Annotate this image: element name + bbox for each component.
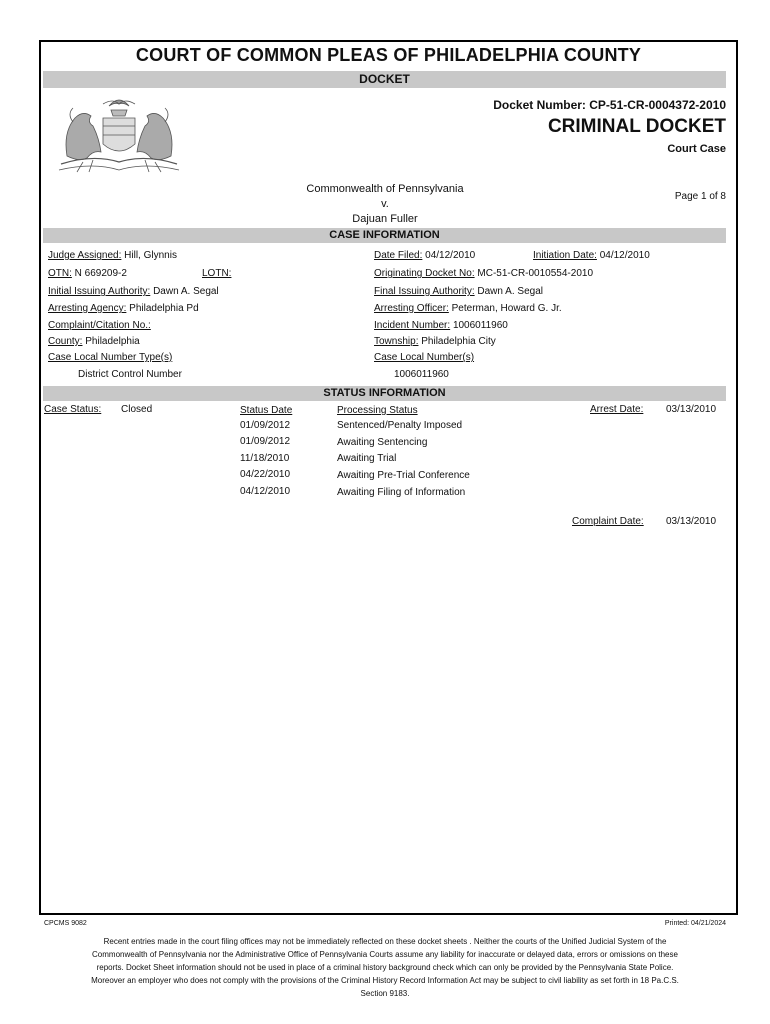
case-status-value: Closed	[121, 404, 153, 415]
status-row-status: Sentenced/Penalty Imposed	[337, 420, 463, 431]
arresting-officer: Arresting Officer: Peterman, Howard G. Jr.	[374, 303, 562, 314]
case-local-number-type: Case Local Number Type(s)	[48, 352, 173, 363]
case-local-numbers: Case Local Number(s)	[374, 352, 475, 363]
arrest-date-label: Arrest Date:	[590, 404, 644, 415]
initial-issuing-authority: Initial Issuing Authority: Dawn A. Segal	[48, 286, 219, 297]
incident-number: Incident Number: 1006011960	[374, 320, 508, 331]
page-indicator: Page 1 of 8	[674, 191, 726, 202]
otn: OTN: N 669209-2	[48, 268, 127, 279]
status-date-header: Status Date	[240, 405, 293, 416]
originating-docket: Originating Docket No: MC-51-CR-0010554-2010	[374, 268, 594, 279]
court-title: COURT OF COMMON PLEAS OF PHILADELPHIA COUNTY	[135, 45, 642, 65]
case-information-heading: CASE INFORMATION	[43, 228, 726, 243]
docket-type: CRIMINAL DOCKET	[547, 116, 726, 137]
case-local-number-type-value: District Control Number	[78, 369, 182, 380]
complaint-date-value: 03/13/2010	[666, 516, 717, 527]
printed-date: Printed: 04/21/2024	[664, 920, 726, 927]
status-row-status: Awaiting Pre-Trial Conference	[337, 470, 470, 481]
status-row-status: Awaiting Sentencing	[337, 437, 428, 448]
versus: v.	[381, 198, 389, 210]
status-row-date: 01/09/2012	[240, 436, 291, 447]
docket-number: Docket Number: CP-51-CR-0004372-2010	[493, 98, 726, 112]
final-issuing-authority: Final Issuing Authority: Dawn A. Segal	[374, 286, 543, 297]
township: Township: Philadelphia City	[374, 336, 496, 347]
judge-assigned: Judge Assigned: Hill, Glynnis	[48, 250, 177, 261]
status-row-status: Awaiting Trial	[337, 453, 397, 464]
case-status: Case Status:	[44, 404, 102, 415]
arrest-date-value: 03/13/2010	[666, 404, 717, 415]
complaint-date-label: Complaint Date:	[572, 516, 644, 527]
arresting-agency: Arresting Agency: Philadelphia Pd	[48, 303, 199, 314]
court-case-label: Court Case	[667, 143, 726, 155]
lotn: LOTN:	[202, 268, 232, 279]
status-row-date: 04/22/2010	[240, 469, 291, 480]
disclaimer-text: Recent entries made in the court filing offices may not be immediately reflected on these docket sheets . Neither the courts of the Unified Judicial System of the Commonwealth of Pennsylvania nor the Administrative Office of Pennsylvania Courts assume any liability for inaccurate or delayed data, errors or omissions on these reports. Docket Sheet information should not be used in place of a criminal history background check which can only be provided by the Pennsylvania State Police. Moreover an employer who does not comply with the provisions of the Criminal History Record Information Act may be subject to civil liability as set forth in 18 Pa.C.S. Section 9183.	[91, 937, 679, 998]
case-local-number-value: 1006011960	[394, 369, 449, 380]
processing-status-header: Processing Status	[337, 405, 418, 416]
county: County: Philadelphia	[48, 336, 140, 347]
date-filed: Date Filed: 04/12/2010	[374, 250, 476, 261]
status-row-status: Awaiting Filing of Information	[337, 487, 466, 498]
form-id: CPCMS 9082	[44, 920, 87, 927]
case-caption	[270, 182, 500, 227]
docket-band: DOCKET	[43, 71, 726, 88]
complaint-citation: Complaint/Citation No.:	[48, 320, 151, 331]
status-row-date: 01/09/2012	[240, 420, 291, 431]
status-information-heading: STATUS INFORMATION	[43, 386, 726, 401]
status-row-date: 04/12/2010	[240, 486, 291, 497]
initiation-date: Initiation Date: 04/12/2010	[533, 250, 650, 261]
plaintiff-name: Commonwealth of Pennsylvania	[306, 183, 464, 195]
status-row-date: 11/18/2010	[240, 453, 290, 464]
pennsylvania-coat-of-arms-icon	[53, 92, 185, 176]
defendant-name: Dajuan Fuller	[352, 213, 418, 225]
